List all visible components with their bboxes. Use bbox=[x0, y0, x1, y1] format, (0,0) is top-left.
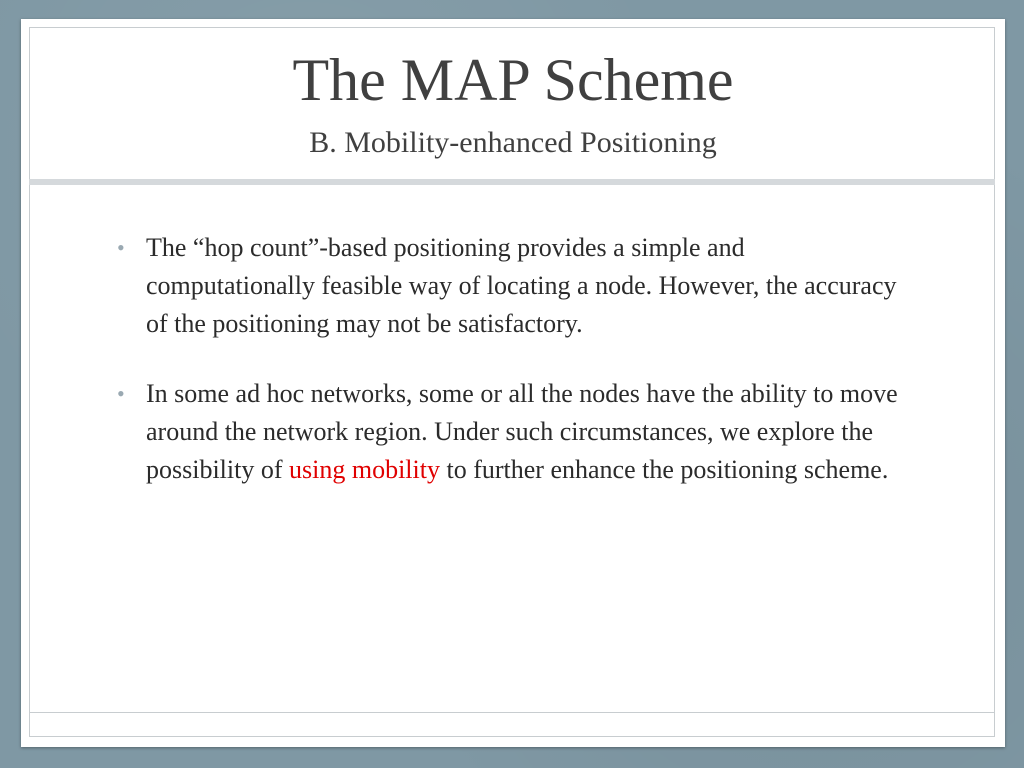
slide-subtitle: B. Mobility-enhanced Positioning bbox=[309, 126, 717, 159]
bullet-icon: • bbox=[117, 235, 125, 260]
slide bbox=[21, 19, 1005, 747]
bullet-icon: • bbox=[117, 381, 125, 406]
bullet-text: The “hop count”-based positioning provides a simple and computationally feasible way of locating a node. However, the accuracy of the positioning may not be satisfactory. bbox=[146, 233, 897, 338]
title-divider bbox=[29, 179, 995, 185]
title-area bbox=[21, 19, 1005, 171]
bullet-item bbox=[117, 375, 917, 489]
bullet-highlight: using mobility bbox=[289, 455, 440, 484]
bullet-text-before: In some ad hoc networks, some or all the nodes have the ability to move around the network region. Under such circumstances, we explore the possibility of bbox=[146, 379, 898, 484]
slide-title: The MAP Scheme bbox=[292, 47, 734, 113]
footer-divider bbox=[29, 712, 995, 713]
slide-body bbox=[117, 229, 917, 521]
bullet-text-after: to further enhance the positioning scheme. bbox=[439, 455, 889, 484]
bullet-item bbox=[117, 229, 917, 343]
